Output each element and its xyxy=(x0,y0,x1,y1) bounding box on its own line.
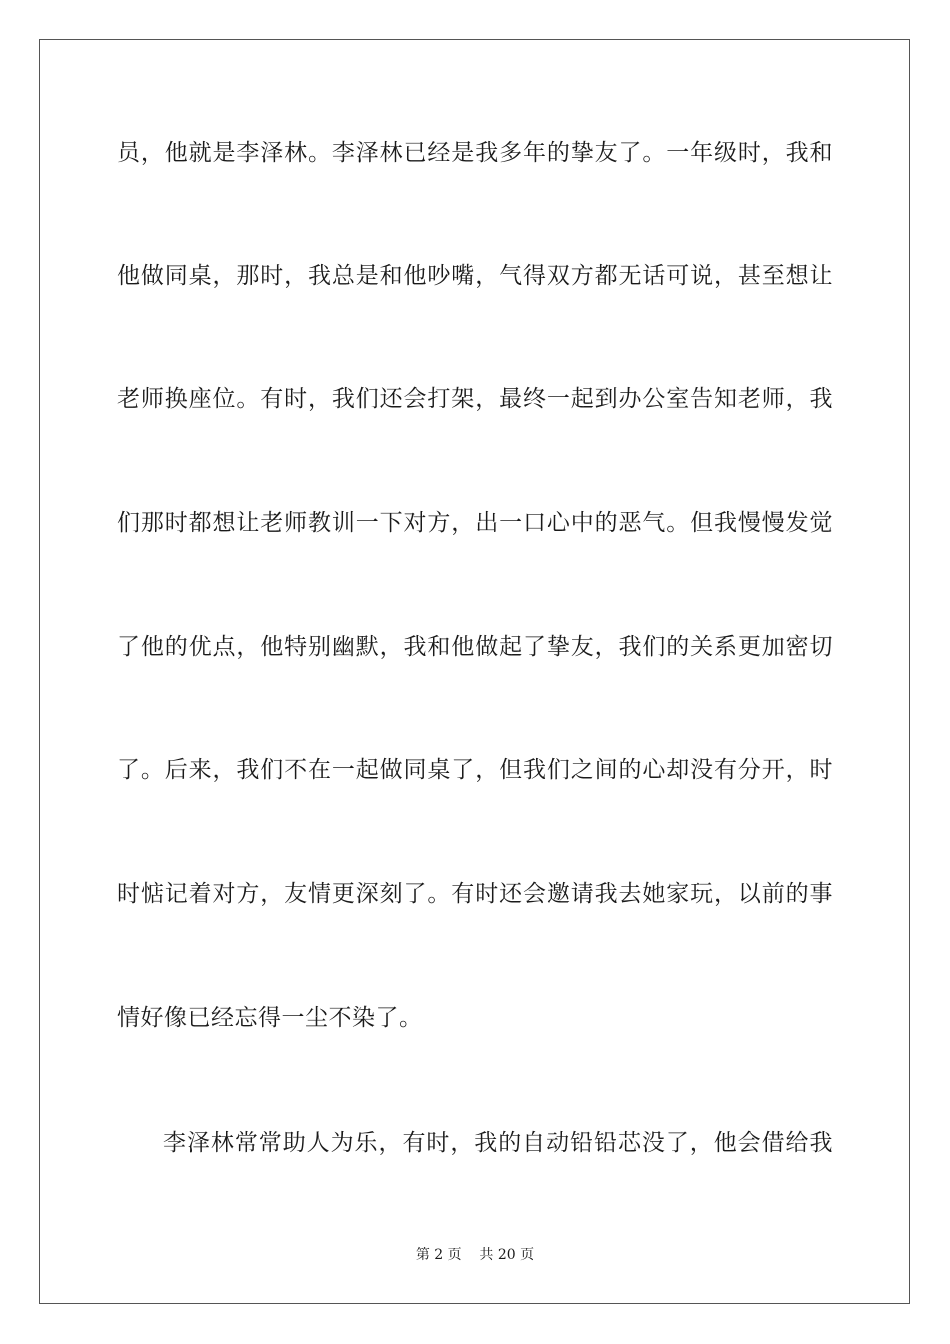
paragraph-line: 他做同桌，那时，我总是和他吵嘴，气得双方都无话可说，甚至想让 xyxy=(117,263,833,289)
paragraph-line: 们那时都想让老师教训一下对方，出一口心中的恶气。但我慢慢发觉 xyxy=(117,510,833,536)
paragraph-line: 了他的优点，他特别幽默，我和他做起了挚友，我们的关系更加密切 xyxy=(117,634,833,660)
paragraph-line-last: 情好像已经忘得一尘不染了。 xyxy=(117,1005,423,1031)
paragraph-first-line: 李泽林常常助人为乐，有时，我的自动铅铅芯没了，他会借给我 xyxy=(163,1130,833,1156)
paragraph-line: 了。后来，我们不在一起做同桌了，但我们之间的心却没有分开，时 xyxy=(117,757,833,783)
page-number-footer: 第 2 页 共 20 页 xyxy=(415,1247,535,1263)
paragraph-line: 时惦记着对方，友情更深刻了。有时还会邀请我去她家玩，以前的事 xyxy=(117,881,833,907)
paragraph-line: 老师换座位。有时，我们还会打架，最终一起到办公室告知老师，我 xyxy=(117,386,833,412)
paragraph-line: 员，他就是李泽林。李泽林已经是我多年的挚友了。一年级时，我和 xyxy=(117,140,833,166)
page-border xyxy=(39,39,910,1304)
